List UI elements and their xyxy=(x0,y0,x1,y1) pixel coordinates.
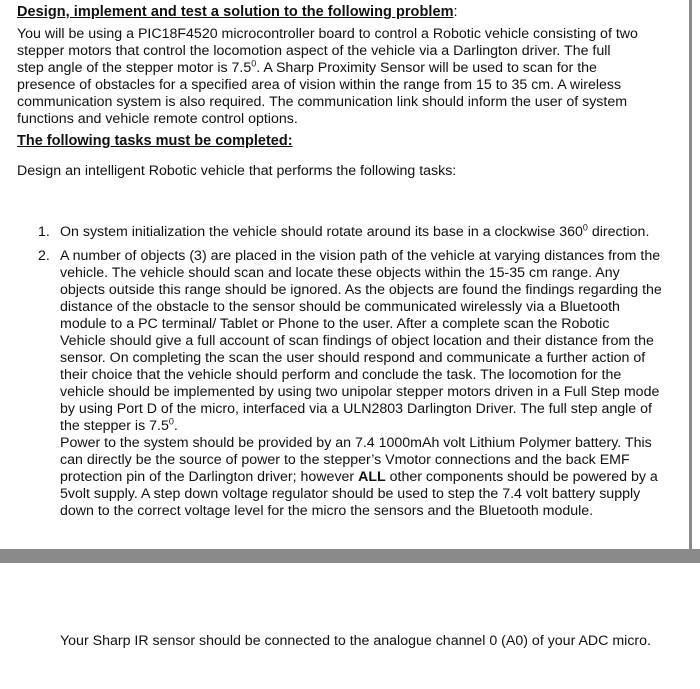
document-heading xyxy=(17,4,458,20)
task-text-part: . xyxy=(173,418,178,434)
intro-line: presence of obstacles for a specified area of vision within the range from 15 to 35 cm. A wireless xyxy=(17,77,622,93)
power-emphasis: ALL xyxy=(358,469,386,485)
task-line: sensor. On completing the scan the user should respond and communicate a further action of xyxy=(60,350,646,366)
task-line: distance of the obstacle to the sensor should be communicated wirelessly via a Bluetooth xyxy=(60,299,620,315)
task-line: vehicle should be implemented by using two unipolar stepper motors driven in a Full Step mode xyxy=(60,384,660,400)
intro-text: step angle of the stepper motor is 7.5 xyxy=(17,60,252,76)
task-text xyxy=(60,224,675,241)
task-line: A number of objects (3) are placed in the vision path of the vehicle at varying distances from the xyxy=(60,248,661,264)
heading-text: Design, implement and test a solution to the following problem xyxy=(17,4,454,20)
power-line: down to the correct voltage level for the micro the sensors and the Bluetooth module. xyxy=(60,503,594,519)
intro-text: . A Sharp Proximity Sensor will be used to scan for the xyxy=(256,60,597,76)
task-number: 1. xyxy=(38,224,50,240)
intro-line xyxy=(17,60,682,77)
power-line: 5volt supply. A step down voltage regulator should be used to step the 7.4 volt battery supply xyxy=(60,486,641,502)
power-line xyxy=(60,469,675,486)
heading-colon: : xyxy=(453,4,458,20)
task-line: their choice that the vehicle should perform and conclude the task. The locomotion for the xyxy=(60,367,622,383)
tasks-heading: The following tasks must be completed: xyxy=(17,133,293,149)
intro-line: functions and vehicle remote control options. xyxy=(17,111,298,127)
task-text-part: direction. xyxy=(587,224,650,240)
power-line: can directly be the source of power to the stepper’s Vmotor connections and the back EMF xyxy=(60,452,630,468)
degree-superscript: 0 xyxy=(582,222,588,233)
power-text: protection pin of the Darlington driver; however xyxy=(60,469,359,485)
degree-superscript: 0 xyxy=(168,416,174,427)
intro-line: You will be using a PIC18F4520 microcontroller board to control a Robotic vehicle consisting of two xyxy=(17,26,638,42)
sensor-note: Your Sharp IR sensor should be connected to the analogue channel 0 (A0) of your ADC micro. xyxy=(60,633,651,649)
intro-paragraph xyxy=(17,26,682,128)
intro-line: stepper motors that control the locomotion aspect of the vehicle via a Darlington driver. The full xyxy=(17,43,611,59)
task-text-part: On system initialization the vehicle should rotate around its base in a clockwise 360 xyxy=(60,224,583,240)
intro-line: communication system is also required. The communication link should inform the user of system xyxy=(17,94,628,110)
task-line: objects outside this range should be ignored. As the objects are found the findings regarding the xyxy=(60,282,662,298)
page-divider xyxy=(0,549,700,563)
power-text: other components should be powered by a xyxy=(385,469,658,485)
task-line: vehicle. The vehicle should scan and locate these objects within the 15-35 cm range. Any xyxy=(60,265,620,281)
power-line: Power to the system should be provided by an 7.4 1000mAh volt Lithium Polymer battery. This xyxy=(60,435,652,451)
task-line: module to a PC terminal/ Tablet or Phone to the user. After a complete scan the Robotic xyxy=(60,316,610,332)
task-line xyxy=(60,418,675,435)
task-text-part: the stepper is 7.5 xyxy=(60,418,169,434)
degree-superscript: 0 xyxy=(251,58,257,69)
task-line: Vehicle should give a full account of scan findings of object location and their distance from the xyxy=(60,333,654,349)
task-line: by using Port D of the micro, interfaced via a ULN2803 Darlington Driver. The full step angle of xyxy=(60,401,652,417)
task-text xyxy=(60,248,675,520)
task-number: 2. xyxy=(38,248,50,264)
design-statement: Design an intelligent Robotic vehicle that performs the following tasks: xyxy=(17,163,457,179)
